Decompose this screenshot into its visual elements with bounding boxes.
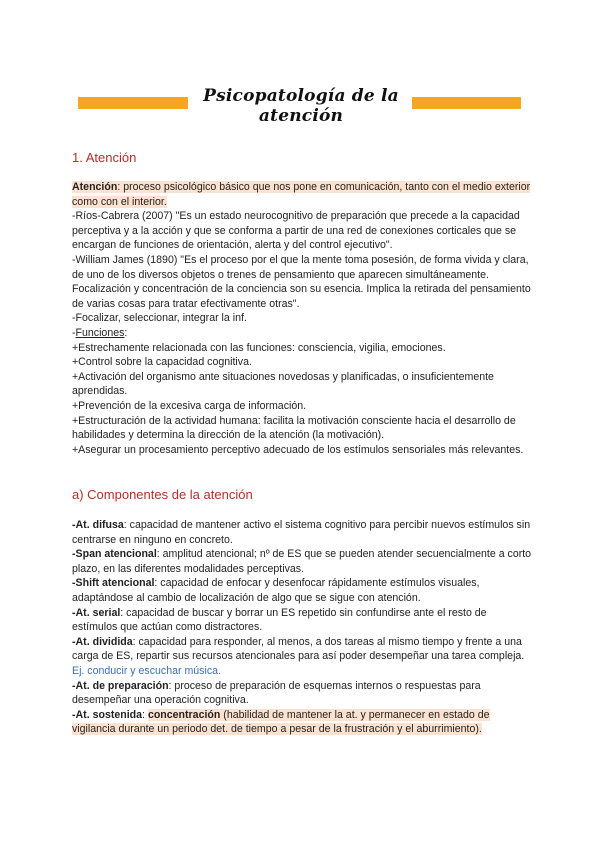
- funcion-item: +Prevención de la excesiva carga de información.: [72, 399, 307, 412]
- funciones-label: Funciones: [75, 326, 125, 339]
- rios-quote: -Ríos-Cabrera (2007) "Es un estado neurocognitivo de preparación que precede a la capacidad perceptiva y a la acción y que se conforma a partir de una red de conexiones corticales que se encargan de funciones de orientación, alerta y del control ejecutivo".: [72, 210, 520, 252]
- james-quote: -William James (1890) "Es el proceso por el que la mente toma posesión, de forma vivida y clara, de uno de los diversos objetos o trenes de pensamiento que aparecen simultáneamente. Focalización y concentración de la conciencia son su esencia. Implica la retirada del pensamiento de varias cosas para tratar efectivamente otras".: [72, 253, 531, 310]
- funciones-heading: -Funciones:: [72, 326, 128, 339]
- component-dividida: -At. dividida: capacidad para responder, al menos, a dos tareas al mismo tiempo y frente a una carga de ES, repartir sus recursos atencionales para así poder desempeñar una tarea compleja.: [72, 635, 525, 663]
- funcion-item: +Control sobre la capacidad cognitiva.: [72, 356, 252, 369]
- example-line: Ej. conducir y escuchar música.: [72, 664, 221, 677]
- section-heading-componentes: a) Componentes de la atención: [72, 487, 253, 502]
- definition-text: : proceso psicológico básico que nos pone en comunicación, tanto con el medio exterior como con el interior.: [72, 181, 531, 208]
- section2-body: [72, 518, 532, 737]
- funcion-item: +Asegurar un procesamiento perceptivo adecuado de los estímulos sensoriales más relevantes.: [72, 443, 524, 456]
- page-title: Psicopatología de la atención: [203, 86, 399, 126]
- title-bar-left: [78, 97, 188, 109]
- component-shift: -Shift atencional: capacidad de enfocar y desenfocar rápidamente estímulos visuales, adaptándose al cambio de localización de algo que se sigue con atención.: [72, 577, 480, 604]
- section-heading-atencion: 1. Atención: [72, 150, 137, 165]
- component-sostenida: -At. sostenida: concentración (habilidad de mantener la at. y permanecer en estado de vigilancia durante un periodo det. de tiempo a pesar de la frustración y el aburrimiento).: [72, 708, 490, 736]
- component-span: -Span atencional: amplitud atencional; nº de ES que se pueden atender secuencialmente a corto plazo, en las diferentes modalidades perceptivas.: [72, 548, 532, 575]
- component-preparacion: -At. de preparación: proceso de preparación de esquemas internos o respuestas para desempeñar una operación cognitiva.: [72, 679, 481, 707]
- title-bar-right: [412, 97, 521, 109]
- funcion-item: +Activación del organismo ante situaciones novedosas y planificadas, o insuficientemente aprendidas.: [72, 370, 494, 398]
- component-serial: -At. serial: capacidad de buscar y borrar un ES repetido sin confundirse ante el resto de estímulos que actúan como distractores.: [72, 606, 487, 634]
- funcion-item: +Estrechamente relacionada con las funciones: consciencia, vigilia, emociones.: [72, 341, 446, 354]
- definition-term: Atención: [72, 181, 118, 193]
- component-difusa: -At. difusa: capacidad de mantener activo el sistema cognitivo para percibir nuevos estímulos sin centrarse en ninguno en concreto.: [72, 519, 531, 546]
- focalizar-line: -Focalizar, seleccionar, integrar la inf.: [72, 312, 247, 325]
- funcion-item: +Estructuración de la actividad humana: facilita la motivación consciente hacia el desarrollo de habilidades y determina la dirección de la atención (la motivación).: [72, 414, 516, 442]
- section1-body: [72, 180, 532, 457]
- definition-paragraph: [72, 180, 532, 209]
